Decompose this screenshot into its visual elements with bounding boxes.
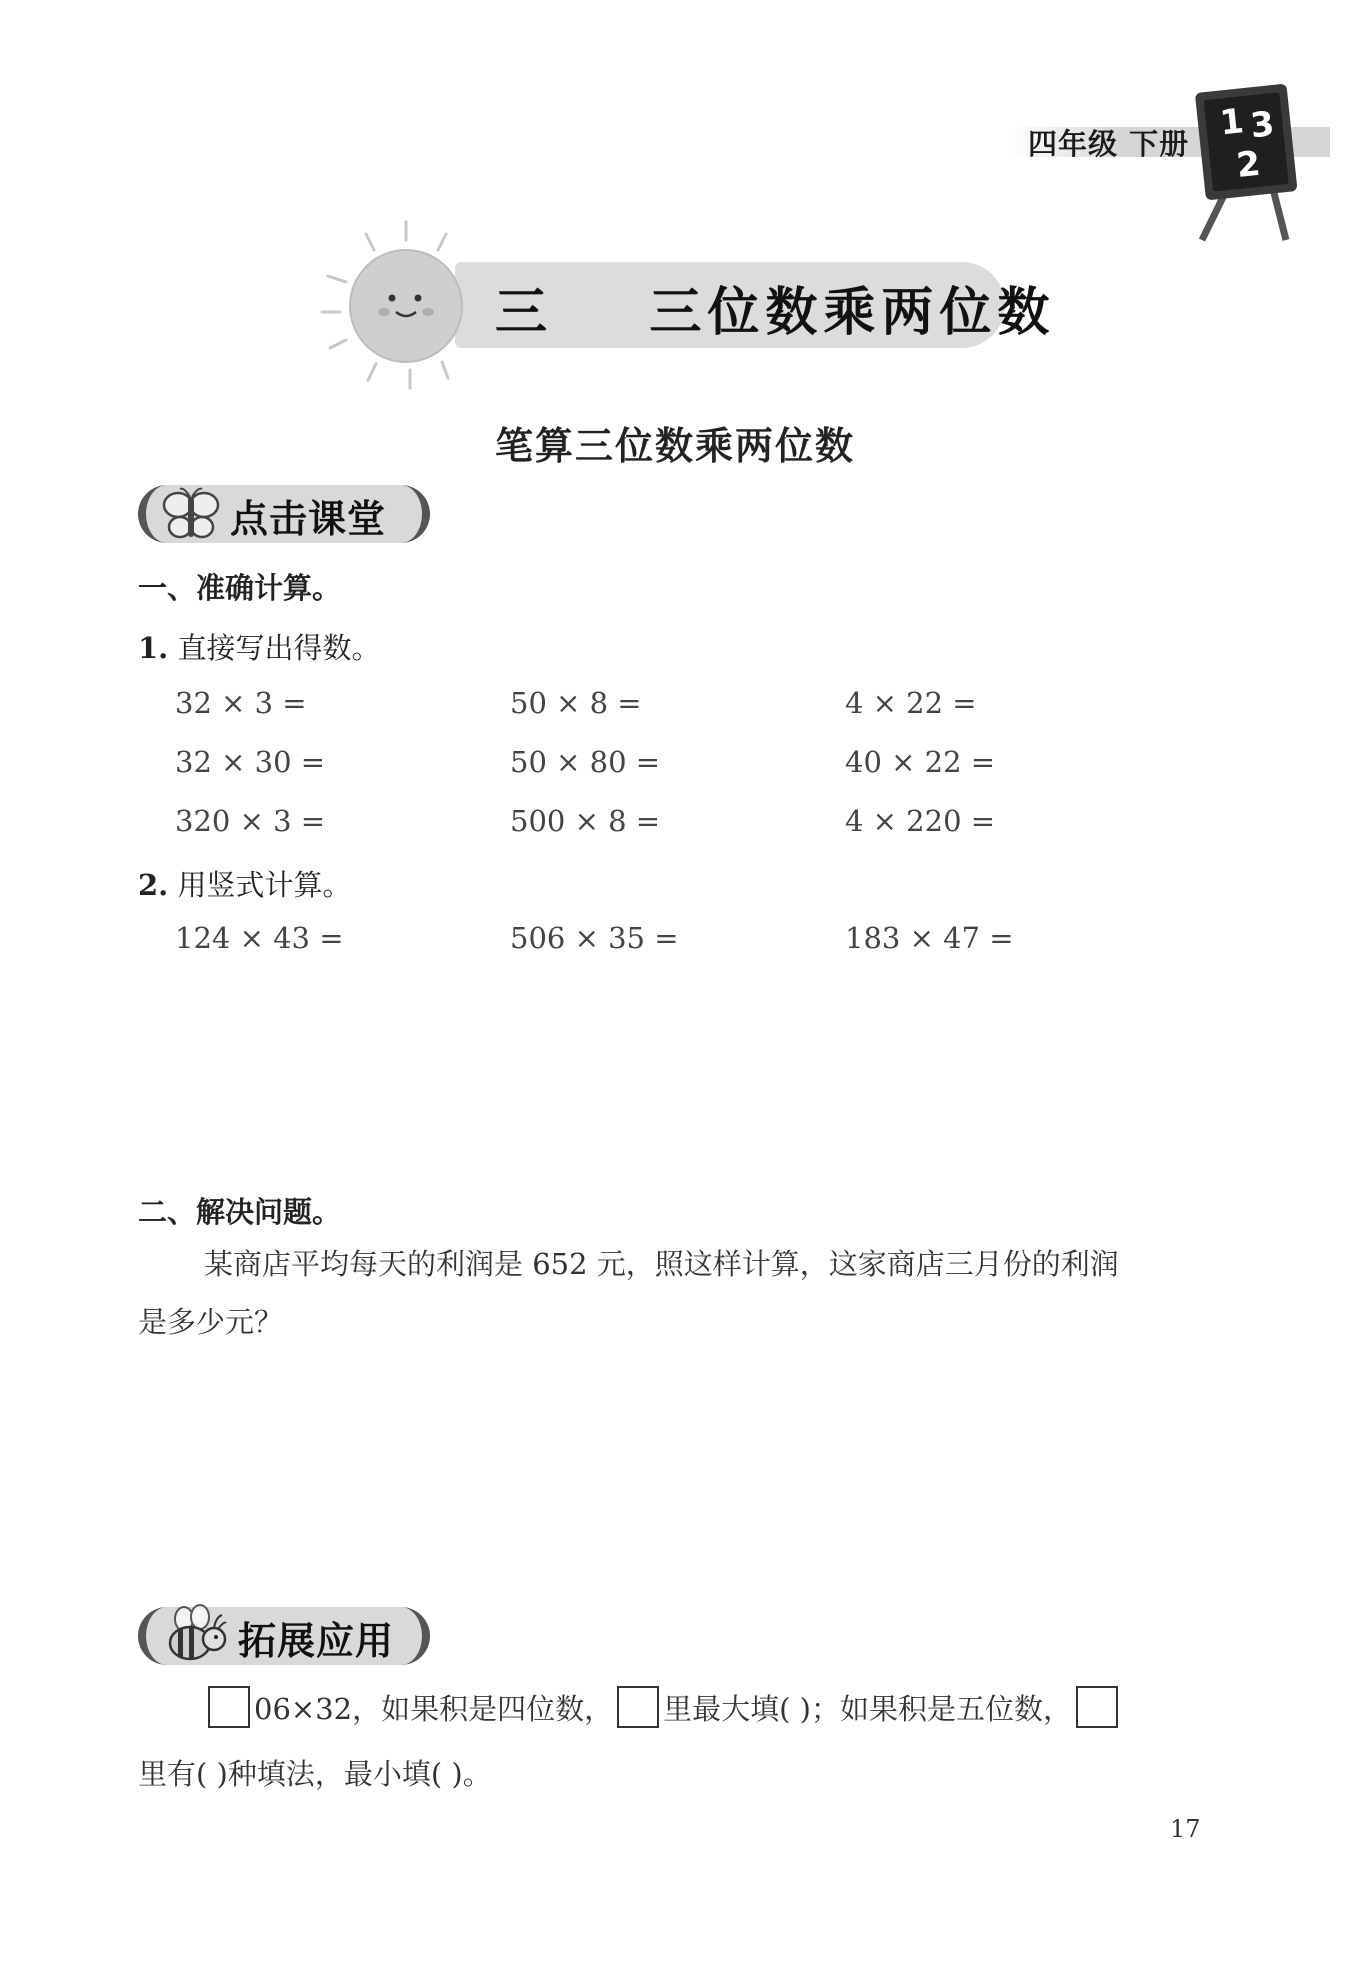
problem-line: 某商店平均每天的利润是 652 元，照这样计算，这家商店三月份的利润	[204, 1247, 1119, 1281]
answer-box[interactable]	[1076, 1686, 1118, 1728]
expr-item: 4 × 22 =	[845, 686, 977, 720]
expr-item: 183 × 47 =	[845, 921, 1014, 955]
expr-item: 500 × 8 =	[510, 804, 661, 838]
expr-item: 320 × 3 =	[175, 804, 326, 838]
chapter-title: 三 三位数乘两位数	[495, 283, 1056, 343]
section-badge-class	[138, 485, 438, 543]
q2-title	[138, 863, 352, 904]
answer-box[interactable]	[208, 1686, 250, 1728]
part1-heading: 一、准确计算。	[138, 571, 342, 605]
q2-number: 2.	[138, 868, 169, 902]
q2-text: 用竖式计算。	[177, 868, 352, 902]
extend-question-line2: 里有( )种填法，最小填( )。	[138, 1757, 492, 1791]
section-badge-extend	[138, 1607, 438, 1665]
extend-text: 06×32，如果积是四位数，	[254, 1692, 614, 1726]
expr-item: 32 × 30 =	[175, 745, 326, 779]
problem-line: 是多少元？	[138, 1305, 284, 1339]
expr-item: 40 × 22 =	[845, 745, 996, 779]
q1-title	[138, 626, 381, 667]
part2-heading: 二、解决问题。	[138, 1195, 342, 1229]
extend-text: 里最大填( )；如果积是五位数，	[663, 1692, 1072, 1726]
page-number: 17	[1170, 1815, 1201, 1843]
blackboard-digit: 2	[1234, 143, 1263, 187]
blackboard-digit: 3	[1248, 104, 1277, 147]
answer-box[interactable]	[617, 1686, 659, 1728]
section-badge-label: 点击课堂	[230, 497, 387, 541]
bee-icon	[162, 1601, 228, 1667]
blackboard-digit: 1	[1218, 101, 1246, 144]
expr-item: 32 × 3 =	[175, 686, 307, 720]
expr-item: 124 × 43 =	[175, 921, 344, 955]
blackboard-icon	[1194, 80, 1304, 245]
lesson-title: 笔算三位数乘两位数	[494, 424, 855, 468]
expr-item: 4 × 220 =	[845, 804, 996, 838]
section-badge-label: 拓展应用	[238, 1619, 395, 1663]
extend-question-line1	[204, 1680, 1122, 1738]
expr-item: 506 × 35 =	[510, 921, 679, 955]
sun-icon	[318, 220, 478, 390]
expr-item: 50 × 80 =	[510, 745, 661, 779]
q1-text: 直接写出得数。	[177, 631, 381, 665]
expr-item: 50 × 8 =	[510, 686, 642, 720]
q1-number: 1.	[138, 631, 169, 665]
grade-label: 四年级 下册	[1028, 127, 1190, 161]
butterfly-icon	[160, 483, 222, 545]
